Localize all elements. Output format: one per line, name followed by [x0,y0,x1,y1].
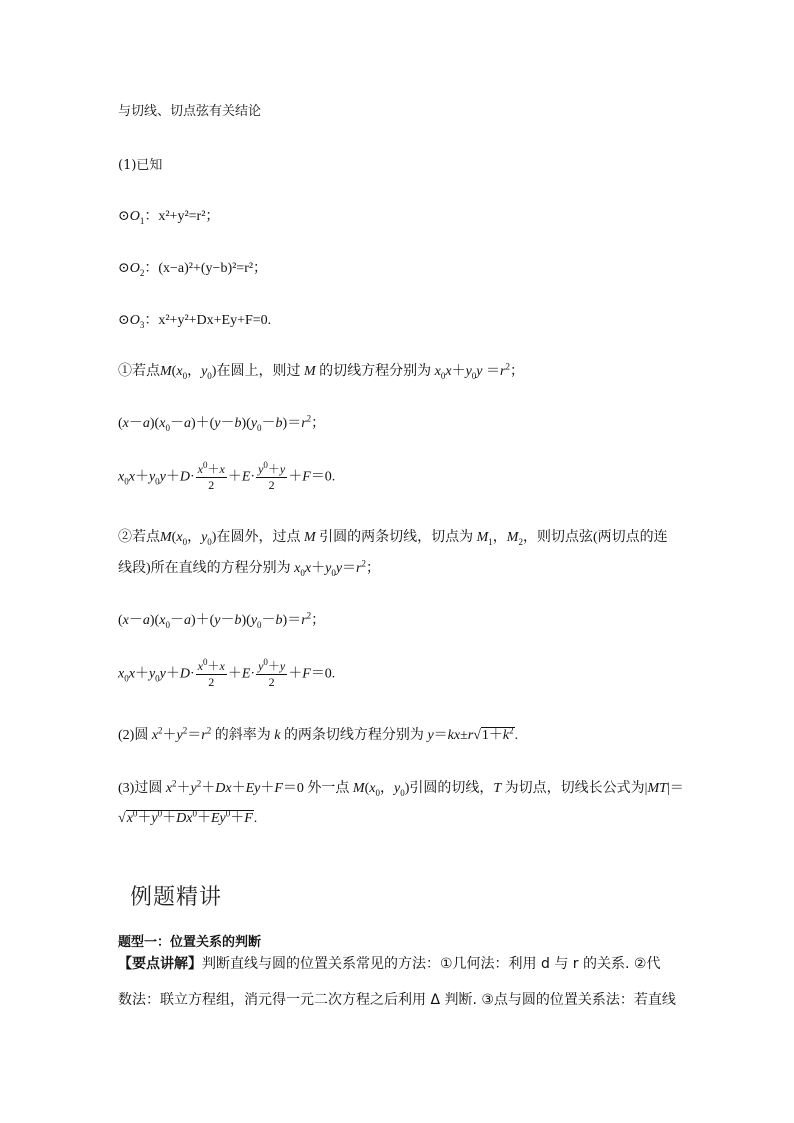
topic-title: 题型一：位置关系的判断 [118,935,262,950]
circle-sub: 3 [139,319,145,330]
circle-symbol: ⊙ [118,209,130,224]
section-title: 例题精讲 [130,885,223,910]
part-3-formula: $√x^0+y^0+Dx^0+Ey^0+F$. [118,808,258,826]
part-2-statement: (2)圆 $x^2+y^2=r^2$ 的斜率为 k 的两条切线方程分别为 $y=kx\pm r√1+k^2$. [118,725,519,743]
circle-1-equation: $⊙O_1$：x²+y²=r²； [118,209,220,226]
key-point-label: 【要点讲解】 [118,956,202,972]
circle-eq: x²+y²=r²； [158,209,220,224]
known-label: (1)已知 [118,158,163,173]
item-2-eq-3: $x_0x+y_0y+D\cdot$ $\frac{x^0+x}{2}$ ＋E· $\frac{y^0+y}{2}$ ＋F＝0. [118,657,336,689]
circle-sub: 1 [139,215,145,226]
circle-name: O [129,313,140,328]
item-1-eq-2: $(x-a)(x_0-a)+(y-b)(y_0-b)=r^2$； [118,413,326,433]
circle-symbol: ⊙ [118,261,130,276]
item-2-eq-2: $(x-a)(x_0-a)+(y-b)(y_0-b)=r^2$； [118,610,326,630]
circle-sub: 2 [139,267,145,278]
circle-symbol: ⊙ [118,313,130,328]
circle-2-equation: $⊙O_2$：(x−a)²+(y−b)²=r²； [118,261,268,278]
circle-name: O [129,209,140,224]
circle-eq: (x−a)²+(y−b)²=r²； [158,261,268,276]
key-point-text: 判断直线与圆的位置关系常见的方法：①几何法：利用 d 与 r 的关系. ②代 [202,956,661,972]
circle-3-equation: $⊙O_3$：x²+y²+Dx+Ey+F=0. [118,313,272,330]
item-2-statement: ②若点$M(x_0$，$y_0$)在圆外，过点 M 引圆的两条切线，切点为 $M_1$，$M_2$，则切点弦(两切点的连 [118,530,668,547]
key-point-line-1 [118,954,660,974]
heading: 与切线、切点弦有关结论 [118,104,262,119]
circle-name: O [129,261,140,276]
part-3-statement: (3)过圆 $x^2+y^2+Dx+Ey+F=0$ 外一点 $M(x_0$，$y_0$)引圆的切线，T 为切点，切线长公式为|MT|＝ [118,778,684,798]
item-1-statement: ①若点$M(x_0$，$y_0$)在圆上，则过 M 的切线方程分别为 $x_0x+y_0y =r^2$； [118,361,524,381]
key-point-line-2: 数法：联立方程组，消元得一元二次方程之后利用 Δ 判断. ③点与圆的位置关系法：若直线 [118,992,676,1008]
item-1-eq-3: $x_0x+y_0y+D\cdot$ $\frac{x^0+x}{2}$ ＋E· $\frac{y^0+y}{2}$ ＋F＝0. [118,460,336,492]
item-2-statement-cont: 线段)所在直线的方程分别为 $x_0x+y_0y=r^2$； [118,558,380,578]
circle-eq: x²+y²+Dx+Ey+F=0. [158,313,272,328]
